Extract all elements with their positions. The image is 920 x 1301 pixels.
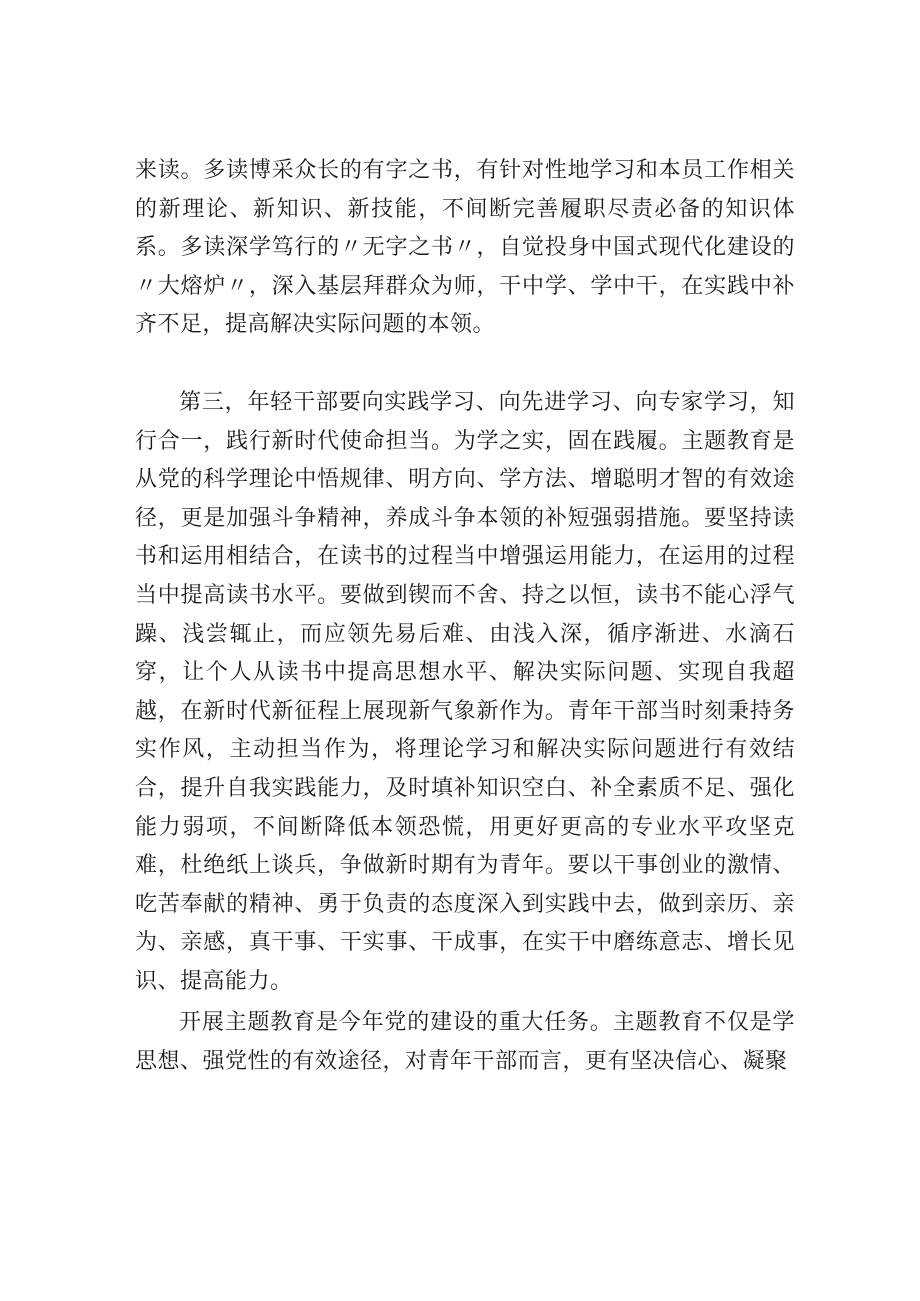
body-paragraph-2: 第三，年轻干部要向实践学习、向先进学习、向专家学习，知行合一，践行新时代使命担当。为学之实，固在践履。主题教育是从党的科学理论中悟规律、明方向、学方法、增聪明才智的有效途径，更是加强斗争精神，养成斗争本领的补短强弱措施。要坚持读书和运用相结合，在读书的过程当中增强运用能力，在运用的过程当中提高读书水平。要做到锲而不舍、持之以恒，读书不能心浮气躁、浅尝辄止，而应领先易后难、由浅入深，循序渐进、水滴石穿，让个人从读书中提高思想水平、解决实际问题、实现自我超越，在新时代新征程上展现新气象新作为。青年干部当时刻秉持务实作风，主动担当作为，将理论学习和解决实际问题进行有效结合，提升自我实践能力，及时填补知识空白、补全素质不足、强化能力弱项，不间断降低本领恐慌，用更好更高的专业水平攻坚克难，杜绝纸上谈兵，争做新时期有为青年。要以干事创业的激情、吃苦奉献的精神、勇于负责的态度深入到实践中去，做到亲历、亲为、亲感，真干事、干实事、干成事，在实干中磨练意志、增长见识、提高能力。 [135,390,795,994]
body-paragraph-1: 来读。多读博采众长的有字之书，有针对性地学习和本员工作相关的新理论、新知识、新技能，不间断完善履职尽责必备的知识体系。多读深学笃行的〃无字之书〃，自觉投身中国式现代化建设的〃大熔炉〃，深入基层拜群众为师，干中学、学中干，在实践中补齐不足，提高解决实际问题的本领。 [135,158,795,338]
body-paragraph-3: 开展主题教育是今年党的建设的重大任务。主题教育不仅是学思想、强党性的有效途径，对青年干部而言，更有坚决信心、凝聚 [135,1010,795,1074]
